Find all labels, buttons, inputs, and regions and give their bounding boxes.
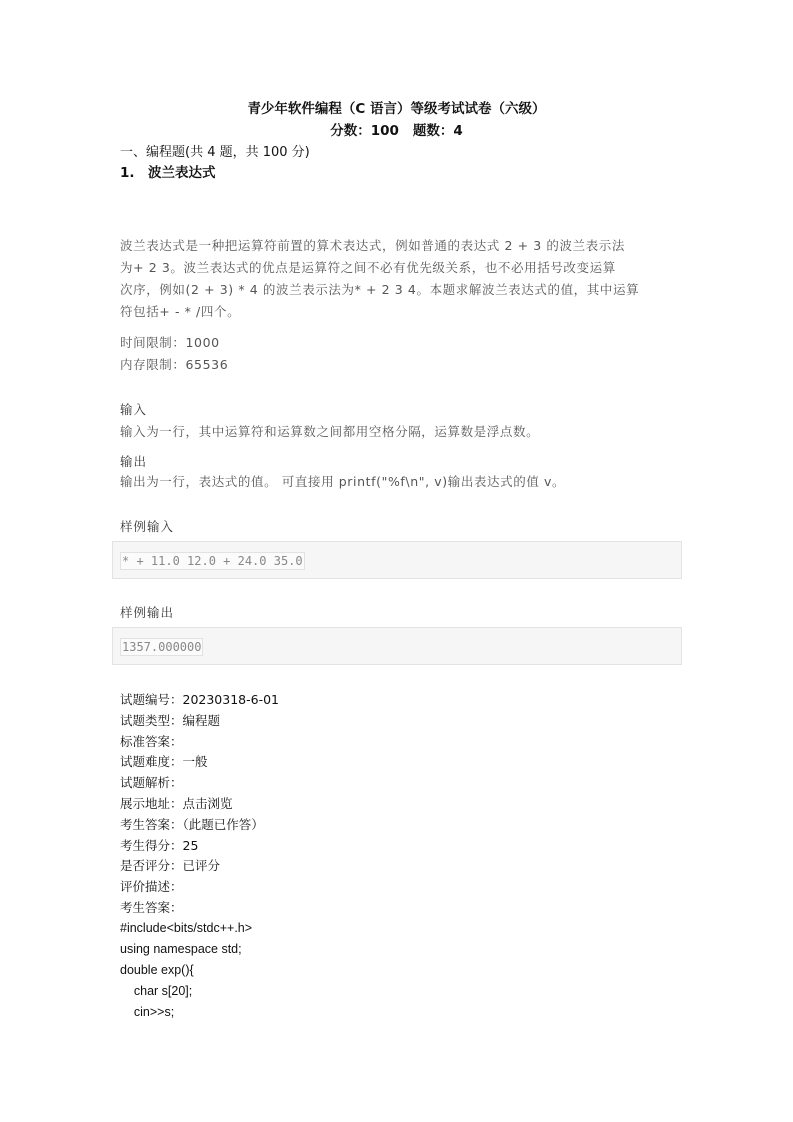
- meta-question-id: 试题编号：20230318-6-01: [120, 692, 280, 707]
- meta-analysis: 试题解析：: [120, 775, 183, 791]
- meta-question-type: 试题类型：编程题: [120, 712, 221, 728]
- sample-output-code: 1357.000000: [122, 640, 202, 654]
- exam-score-line: [0, 119, 793, 139]
- meta-display-link: 展示地址：点击浏览: [120, 795, 233, 811]
- input-description: 输入为一行，其中运算符和运算数之间都用空格分隔，运算数是浮点数。: [120, 424, 540, 439]
- exam-title: 青少年软件编程（C 语言）等级考试试卷（六级）: [247, 101, 546, 117]
- description-line: 次序，例如(2 + 3) * 4 的波兰表示法为* + 2 3 4。本题求解波兰表达式的值，其中运算: [120, 282, 640, 297]
- meta-standard-answer: 标准答案：: [120, 733, 183, 749]
- input-heading: 输入: [120, 402, 148, 417]
- memory-limit: 内存限制：65536: [120, 357, 229, 372]
- sample-input-heading: 样例输入: [120, 519, 175, 534]
- meta-answer-status: 考生答案：（此题已作答）: [120, 816, 264, 832]
- description-line: 符包括+ - * /四个。: [120, 304, 241, 319]
- question-title: [120, 161, 216, 181]
- description-line: 波兰表达式是一种把运算符前置的算术表达式，例如普通的表达式 2 + 3 的波兰表示法: [120, 238, 625, 253]
- code-line: using namespace std;: [120, 942, 242, 956]
- question-name: 波兰表达式: [148, 165, 216, 181]
- output-description: 输出为一行，表达式的值。 可直接用 printf("%f\n", v)输出表达式的值 v。: [120, 474, 566, 489]
- sample-output-box: [112, 627, 682, 665]
- meta-difficulty: 试题难度：一般: [120, 754, 208, 770]
- meta-score: 考生得分：25: [120, 837, 199, 853]
- meta-evaluation: 评价描述：: [120, 879, 183, 895]
- sample-output-heading: 样例输出: [120, 605, 175, 620]
- time-limit: 时间限制：1000: [120, 335, 220, 350]
- code-line: cin>>s;: [120, 1005, 175, 1019]
- code-line: double exp(){: [120, 963, 194, 977]
- code-line: #include<bits/stdc++.h>: [120, 921, 253, 935]
- question-meta: [120, 690, 279, 919]
- question-count: 题数：4: [412, 123, 463, 139]
- description-line: 为+ 2 3。波兰表达式的优点是运算符之间不必有优先级关系，也不必用括号改变运算: [120, 260, 616, 275]
- question-number: 1.: [120, 165, 135, 181]
- output-heading: 输出: [120, 454, 148, 469]
- code-line: char s[20];: [120, 984, 193, 998]
- sample-input-code: * + 11.0 12.0 + 24.0 35.0: [122, 554, 303, 568]
- candidate-code: [120, 918, 252, 1023]
- total-score: 分数：100: [330, 123, 399, 139]
- sample-input-box: [112, 541, 682, 579]
- meta-graded: 是否评分：已评分: [120, 858, 221, 874]
- section-heading: 一、编程题(共 4 题，共 100 分): [120, 145, 310, 160]
- question-description: [120, 235, 675, 323]
- meta-candidate-answer: 考生答案：: [120, 899, 183, 915]
